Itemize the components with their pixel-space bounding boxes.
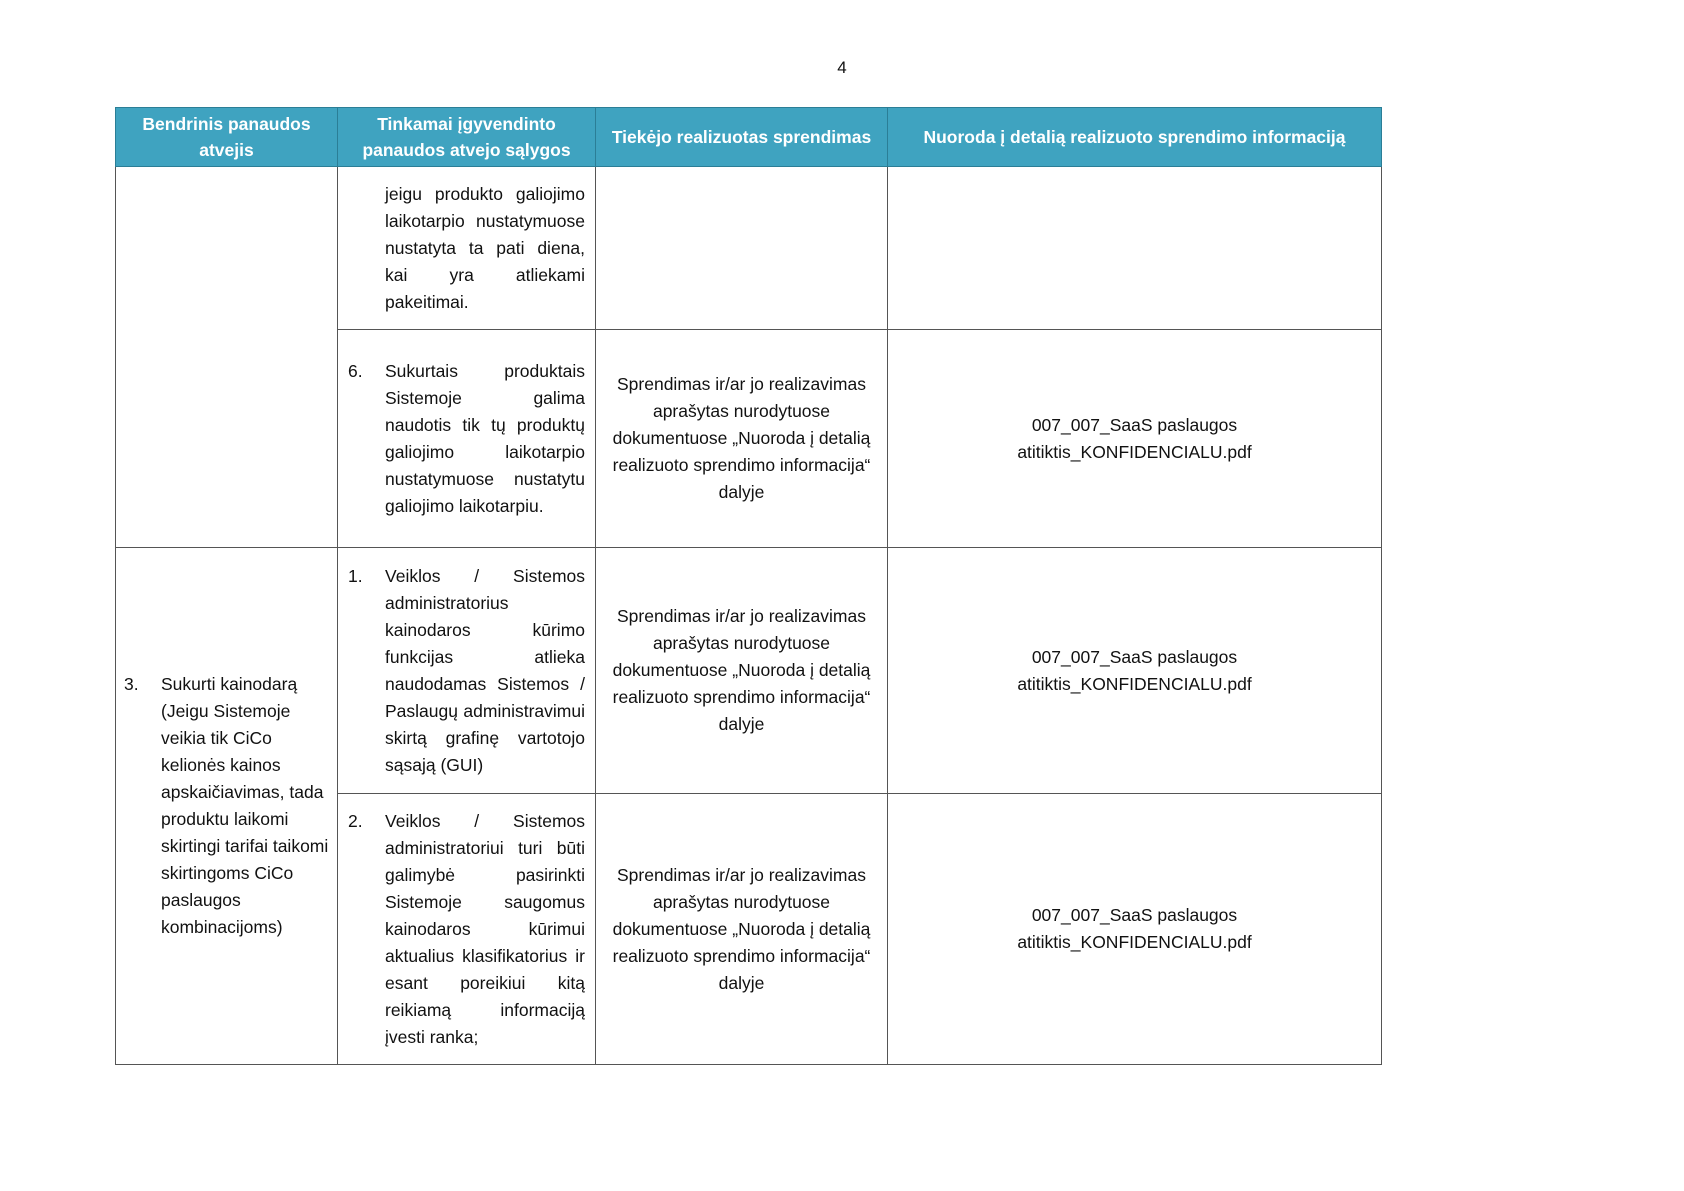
reference-cell-empty (888, 167, 1382, 330)
table-row (116, 167, 1382, 330)
use-case-cell (116, 548, 338, 1065)
condition-number: 1. (348, 565, 363, 586)
table-body (116, 167, 1382, 1065)
condition-cell (338, 794, 596, 1065)
header-solution: Tiekėjo realizuotas sprendimas (596, 108, 888, 167)
condition (338, 808, 595, 1051)
use-case-text: Sukurti kainodarą (Jeigu Sistemoje veikia tik CiCo kelionės kainos apskaičiavimas, tada produktu laikomi skirtingi tarifai taikomi skirtingoms CiCo paslaugos kombinacijoms) (161, 674, 329, 937)
table-row (116, 548, 1382, 794)
use-case-cell-empty (116, 167, 338, 548)
use-case-number: 3. (124, 674, 139, 694)
reference-cell (888, 330, 1382, 548)
condition-cell (338, 167, 596, 330)
reference-link[interactable]: 007_007_SaaS paslaugos atitiktis_KONFIDENCIALU.pdf (1017, 414, 1252, 462)
use-case (116, 671, 337, 941)
header-row (116, 108, 1382, 167)
page-number: 4 (837, 58, 847, 77)
solution-cell-empty (596, 167, 888, 330)
header-conditions: Tinkamai įgyvendinto panaudos atvejo sąlygos (338, 108, 596, 167)
reference-link[interactable]: 007_007_SaaS paslaugos atitiktis_KONFIDENCIALU.pdf (1017, 905, 1252, 952)
condition-number: 6. (348, 360, 363, 381)
reference-cell (888, 794, 1382, 1065)
solution-text: Sprendimas ir/ar jo realizavimas aprašytas nurodytuose dokumentuose „Nuoroda į detalią realizuoto sprendimo informacija“ dalyje (612, 864, 871, 993)
solution-cell (596, 548, 888, 794)
condition (338, 563, 595, 779)
solution-cell (596, 330, 888, 548)
header-use-case: Bendrinis panaudos atvejis (116, 108, 338, 167)
header-reference: Nuoroda į detalią realizuoto sprendimo informaciją (888, 108, 1382, 167)
condition-text: Sukurtais produktais Sistemoje galima naudotis tik tų produktų galiojimo laikotarpio nustatymuose nustatytu galiojimo laikotarpiu. (385, 360, 585, 516)
condition-text: jeigu produkto galiojimo laikotarpio nustatymuose nustatyta ta pati diena, kai yra atliekami pakeitimai. (385, 183, 585, 312)
table-header (116, 108, 1382, 167)
condition-cell (338, 548, 596, 794)
condition-cell (338, 330, 596, 548)
solution-text: Sprendimas ir/ar jo realizavimas aprašytas nurodytuose dokumentuose „Nuoroda į detalią realizuoto sprendimo informacija“ dalyje (612, 606, 871, 734)
condition-number: 2. (348, 810, 363, 831)
condition-text: Veiklos / Sistemos administratorius kainodaros kūrimo funkcijas atlieka naudodamas Sistemos / Paslaugų administravimui skirtą grafinę vartotojo sąsają (GUI) (385, 565, 585, 775)
reference-link[interactable]: 007_007_SaaS paslaugos atitiktis_KONFIDENCIALU.pdf (1017, 646, 1252, 694)
condition-text: Veiklos / Sistemos administratoriui turi būti galimybė pasirinkti Sistemoje saugomus kainodaros kūrimui aktualius klasifikatorius ir esant poreikiui kitą reikiamą informaciją įvesti ranka; (385, 810, 585, 1047)
reference-cell (888, 548, 1382, 794)
condition (338, 358, 595, 520)
solution-cell (596, 794, 888, 1065)
condition (338, 181, 595, 316)
solution-text: Sprendimas ir/ar jo realizavimas aprašytas nurodytuose dokumentuose „Nuoroda į detalią realizuoto sprendimo informacija“ dalyje (612, 374, 871, 502)
requirements-table (115, 107, 1382, 1065)
